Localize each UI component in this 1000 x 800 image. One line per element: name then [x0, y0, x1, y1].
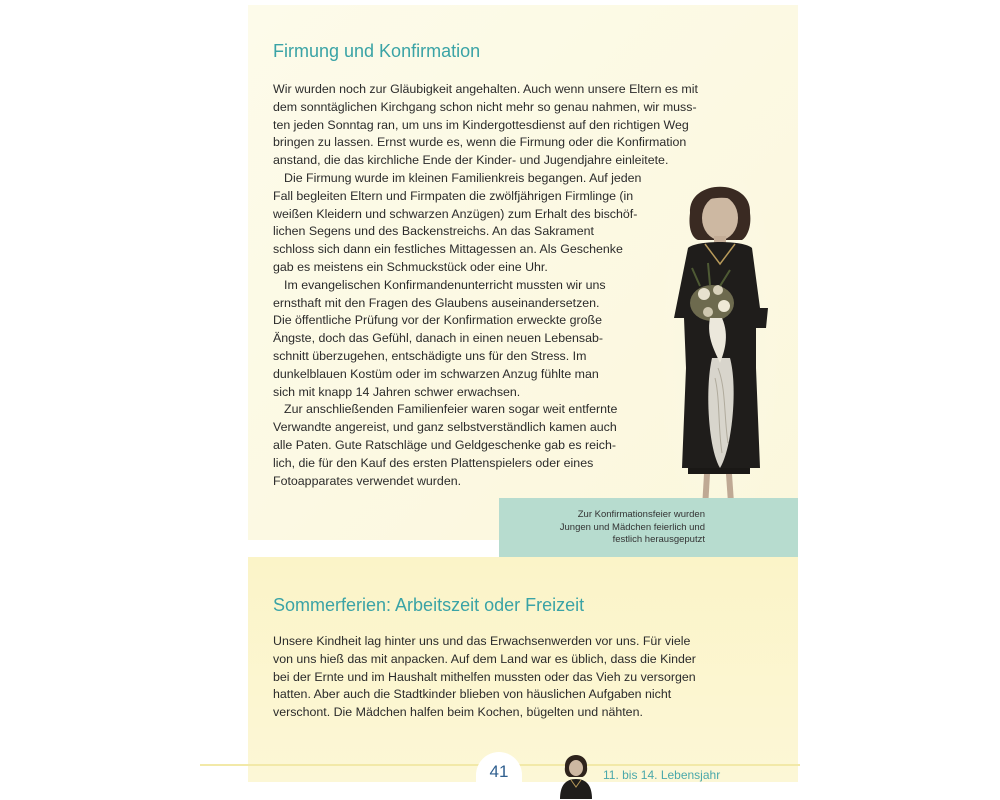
body-line: Die öffentliche Prüfung vor der Konfirmation erweckte große: [273, 313, 602, 328]
caption-line: festlich herausgeputzt: [612, 534, 705, 545]
body-line: Die Firmung wurde im kleinen Familienkreis begangen. Auf jeden: [284, 170, 642, 185]
body-line: Ängste, doch das Gefühl, danach in einen neuen Lebensab-: [273, 331, 603, 346]
body-line: Verwandte angereist, und ganz selbstverständlich kamen auch: [273, 420, 617, 435]
body-line: sich mit knapp 14 Jahren schwer erwachsen.: [273, 384, 521, 399]
body-line: gab es meistens ein Schmuckstück oder eine Uhr.: [273, 259, 548, 274]
section-body-sommerferien: [273, 633, 696, 722]
body-line: von uns hieß das mit anpacken. Auf dem Land war es üblich, dass die Kinder: [273, 651, 696, 666]
body-line: bringen zu lassen. Ernst wurde es, wenn die Firmung oder die Konfirmation: [273, 135, 687, 150]
body-line: verschont. Die Mädchen halfen beim Kochen, bügelten und nähten.: [273, 705, 643, 720]
footer-section-label: 11. bis 14. Lebensjahr: [603, 768, 721, 782]
body-line: lichen Segens und des Backenstreichs. An das Sakrament: [273, 224, 594, 239]
confirmation-girl-photo: [660, 168, 780, 528]
photo-caption-box: [499, 498, 798, 557]
body-line: alle Paten. Gute Ratschläge und Geldgeschenke gab es reich-: [273, 437, 617, 452]
body-line: lich, die für den Kauf des ersten Plattenspielers oder eines: [273, 455, 594, 470]
body-line: dem sonntäglichen Kirchgang schon nicht mehr so genau nahmen, wir muss-: [273, 99, 697, 114]
body-line: schloss sich dann ein festliches Mittagessen an. Als Geschenke: [273, 242, 623, 257]
body-line: dunkelblauen Kostüm oder im schwarzen Anzug fühlte man: [273, 366, 599, 381]
body-line: Zur anschließenden Familienfeier waren sogar weit entfernte: [284, 402, 618, 417]
body-line: Fotoapparates verwendet wurden.: [273, 473, 462, 488]
body-line: anstand, die das kirchliche Ende der Kinder- und Jugendjahre einleitete.: [273, 153, 669, 168]
body-line: bei der Ernte und im Haushalt mithelfen mussten oder das Vieh zu versorgen: [273, 669, 696, 684]
footer-portrait-thumbnail: [556, 749, 596, 799]
section-body-firmung: [273, 81, 698, 490]
body-line: ernsthaft mit den Fragen des Glaubens auseinandersetzen.: [273, 295, 600, 310]
body-line: hatten. Aber auch die Stadtkinder blieben von häuslichen Aufgaben nicht: [273, 687, 672, 702]
body-line: weißen Kleidern und schwarzen Anzügen) zum Erhalt des bischöf-: [273, 206, 638, 221]
body-line: Fall begleiten Eltern und Firmpaten die zwölfjährigen Firmlinge (in: [273, 188, 634, 203]
photo-caption: [560, 509, 705, 547]
body-line: Im evangelischen Konfirmandenunterricht mussten wir uns: [284, 277, 606, 292]
section-title-sommerferien: Sommerferien: Arbeitszeit oder Freizeit: [273, 595, 585, 615]
caption-line: Jungen und Mädchen feierlich und: [559, 521, 705, 533]
page-number: 41: [476, 752, 522, 792]
body-line: ten jeden Sonntag ran, um uns im Kindergottesdienst auf den richtigen Weg: [273, 117, 689, 132]
caption-line: Zur Konfirmationsfeier wurden: [577, 509, 705, 520]
body-line: Wir wurden noch zur Gläubigkeit angehalten. Auch wenn unsere Eltern es mit: [273, 82, 698, 96]
section-title-firmung: Firmung und Konfirmation: [273, 41, 481, 61]
body-line: Unsere Kindheit lag hinter uns und das Erwachsenwerden vor uns. Für viele: [273, 634, 691, 648]
body-line: schnitt überzugehen, entschädigte uns für den Stress. Im: [273, 348, 587, 363]
